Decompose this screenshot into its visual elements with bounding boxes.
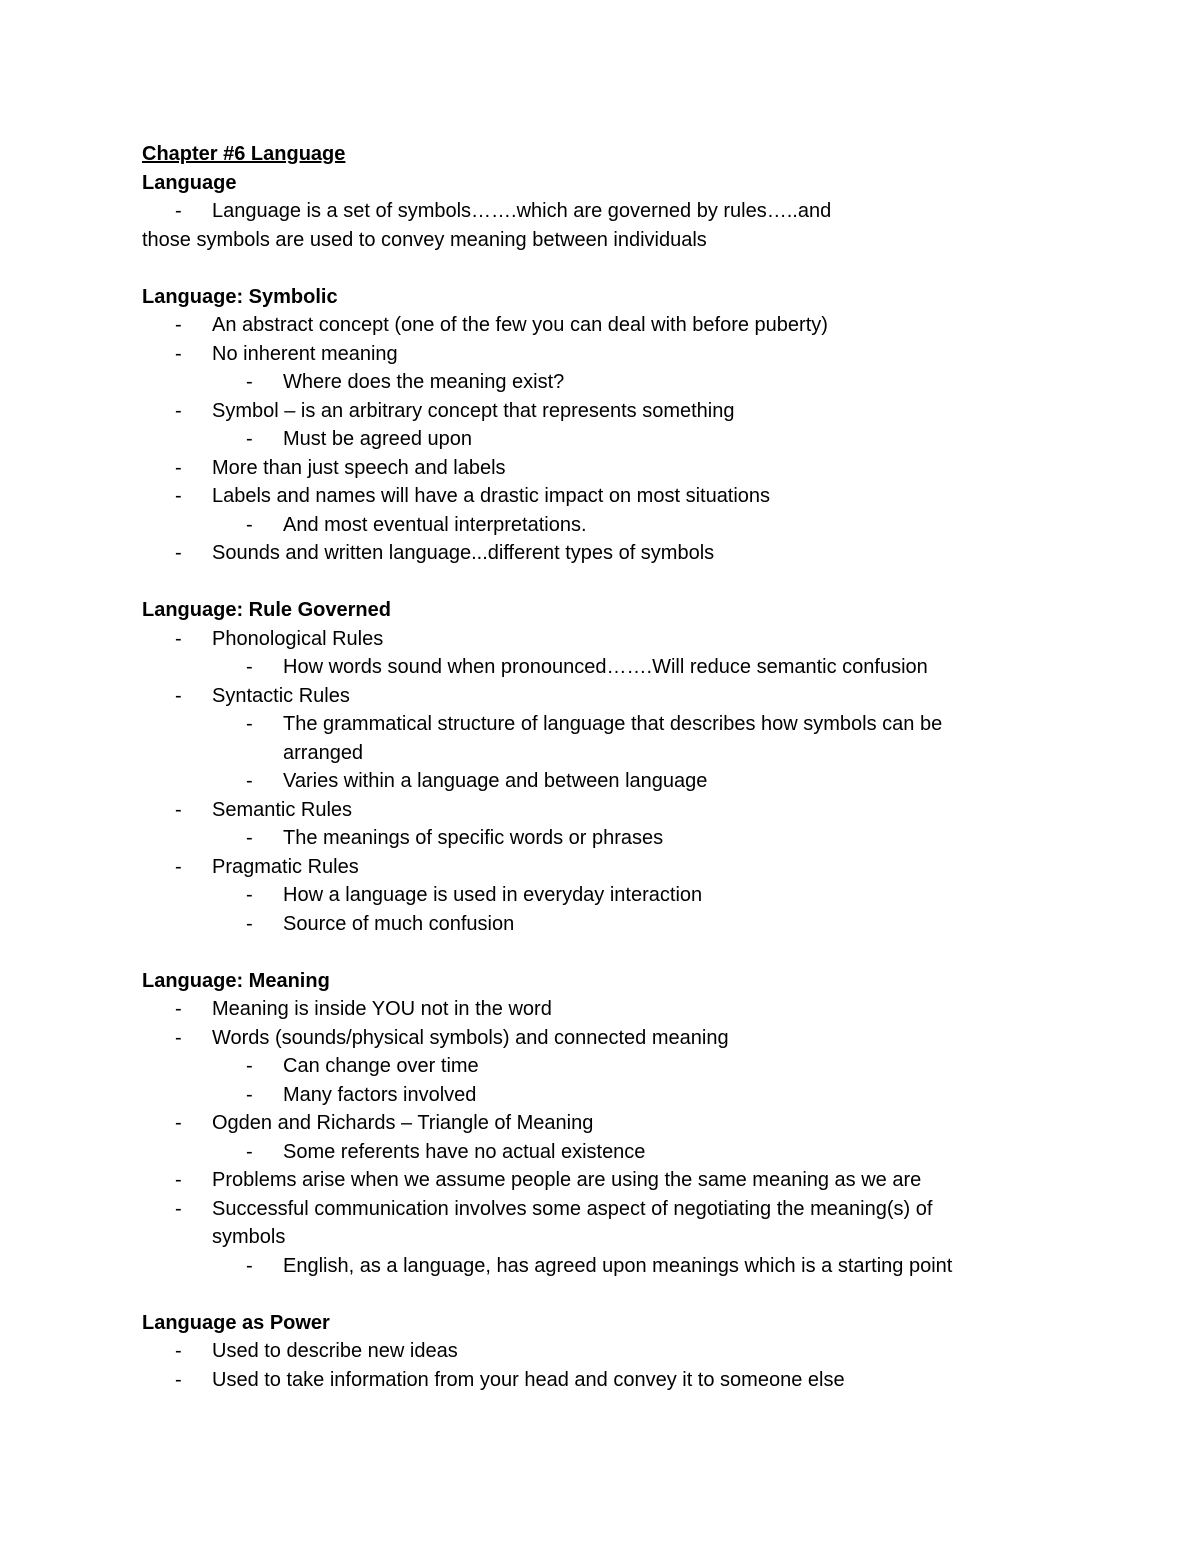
list-item-text: Pragmatic Rules bbox=[212, 855, 359, 878]
list-item-text: The grammatical structure of language that describes how symbols can be arranged bbox=[283, 713, 943, 764]
list-item-text: Successful communication involves some aspect of negotiating the meaning(s) of symbols bbox=[212, 1197, 933, 1248]
spacer bbox=[142, 568, 1042, 597]
list-item-text: Meaning is inside YOU not in the word bbox=[212, 998, 552, 1020]
sub-list-item bbox=[142, 368, 1042, 397]
list-item-text: Where does the meaning exist? bbox=[283, 371, 565, 393]
sub-list-item bbox=[142, 653, 1042, 682]
list-item-text: Sounds and written language...different types of symbols bbox=[212, 542, 715, 564]
spacer bbox=[142, 1280, 1042, 1309]
bullet-dash: - bbox=[175, 1368, 182, 1391]
sub-list-item bbox=[142, 1081, 1042, 1110]
list-item-text: Many factors involved bbox=[283, 1083, 477, 1106]
bullet-dash: - bbox=[246, 1140, 253, 1163]
bullet-dash: - bbox=[246, 428, 253, 450]
bullet-dash: - bbox=[246, 1055, 253, 1077]
bullet-dash: - bbox=[175, 1026, 182, 1049]
spacer bbox=[142, 254, 1042, 283]
bullet-dash: - bbox=[175, 314, 182, 336]
bullet-dash: - bbox=[175, 200, 182, 222]
list-item bbox=[142, 995, 1042, 1024]
sub-list-item bbox=[142, 824, 1042, 853]
list-item bbox=[142, 1024, 1042, 1053]
list-item-text: An abstract concept (one of the few you can deal with before puberty) bbox=[212, 314, 828, 336]
list-item-text: How words sound when pronounced…….Will reduce semantic confusion bbox=[283, 656, 928, 678]
list-item-text: Language is a set of symbols…….which are governed by rules…..and bbox=[212, 200, 832, 222]
list-item-text: The meanings of specific words or phrases bbox=[283, 827, 664, 849]
list-item bbox=[142, 853, 1042, 882]
bullet-dash: - bbox=[246, 513, 253, 536]
list-item bbox=[142, 1166, 1042, 1195]
list-item-text: Can change over time bbox=[283, 1055, 479, 1077]
list-item bbox=[142, 197, 1042, 226]
bullet-dash: - bbox=[246, 884, 253, 906]
list-item bbox=[142, 539, 1042, 568]
bullet-dash: - bbox=[175, 485, 182, 507]
list-item-text: Labels and names will have a drastic impact on most situations bbox=[212, 485, 771, 507]
sub-list-item bbox=[142, 710, 994, 767]
bullet-dash: - bbox=[246, 656, 253, 678]
list-item-text: How a language is used in everyday interaction bbox=[283, 884, 703, 906]
list-item-text: Varies within a language and between language bbox=[283, 770, 708, 792]
list-item-text: Source of much confusion bbox=[283, 912, 515, 935]
list-item-text: Used to describe new ideas bbox=[212, 1340, 458, 1362]
bullet-dash: - bbox=[246, 1254, 253, 1277]
list-item bbox=[142, 311, 1042, 340]
bullet-dash: - bbox=[175, 1340, 182, 1362]
bullet-dash: - bbox=[246, 713, 253, 735]
sub-list-item bbox=[142, 910, 1042, 939]
bullet-dash: - bbox=[175, 542, 182, 564]
paragraph-continuation: those symbols are used to convey meaning between individuals bbox=[142, 228, 707, 251]
list-item-text: Ogden and Richards – Triangle of Meaning bbox=[212, 1112, 594, 1134]
bullet-dash: - bbox=[175, 798, 182, 821]
bullet-dash: - bbox=[175, 1169, 182, 1191]
bullet-dash: - bbox=[175, 855, 182, 878]
list-item-text: No inherent meaning bbox=[212, 342, 398, 365]
list-item-text: Some referents have no actual existence bbox=[283, 1140, 646, 1163]
bullet-dash: - bbox=[175, 1197, 182, 1220]
sub-list-item bbox=[142, 1252, 1042, 1281]
bullet-dash: - bbox=[246, 371, 253, 393]
list-item-text: English, as a language, has agreed upon meanings which is a starting point bbox=[283, 1254, 953, 1277]
list-item bbox=[142, 682, 1042, 711]
list-item-text: Syntactic Rules bbox=[212, 684, 350, 707]
section-heading-rule-governed: Language: Rule Governed bbox=[142, 599, 391, 621]
section-heading-symbolic: Language: Symbolic bbox=[142, 285, 338, 308]
document-body bbox=[142, 140, 1042, 1394]
bullet-dash: - bbox=[175, 1112, 182, 1134]
list-item bbox=[142, 1366, 1042, 1395]
list-item-text: And most eventual interpretations. bbox=[283, 513, 587, 536]
list-item bbox=[142, 397, 1042, 426]
list-item-text: Must be agreed upon bbox=[283, 428, 473, 450]
list-item-text: Used to take information from your head and convey it to someone else bbox=[212, 1368, 845, 1391]
bullet-dash: - bbox=[175, 399, 182, 422]
bullet-dash: - bbox=[175, 998, 182, 1020]
sub-list-item bbox=[142, 1052, 1042, 1081]
document-title: Chapter #6 Language bbox=[142, 143, 346, 165]
section-heading-language: Language bbox=[142, 171, 237, 194]
list-item-text: Symbol – is an arbitrary concept that represents something bbox=[212, 399, 735, 422]
bullet-dash: - bbox=[246, 827, 253, 849]
spacer bbox=[142, 938, 1042, 967]
list-item bbox=[142, 1195, 992, 1252]
bullet-dash: - bbox=[175, 342, 182, 365]
list-item-text: Words (sounds/physical symbols) and connected meaning bbox=[212, 1026, 729, 1049]
bullet-dash: - bbox=[175, 684, 182, 707]
sub-list-item bbox=[142, 767, 1042, 796]
sub-list-item bbox=[142, 425, 1042, 454]
bullet-dash: - bbox=[246, 770, 253, 792]
list-item bbox=[142, 482, 1042, 511]
section-heading-power: Language as Power bbox=[142, 1311, 330, 1334]
bullet-dash: - bbox=[175, 627, 182, 650]
list-item bbox=[142, 454, 1042, 483]
list-item bbox=[142, 1337, 1042, 1366]
list-item bbox=[142, 1109, 1042, 1138]
sub-list-item bbox=[142, 881, 1042, 910]
list-item-text: Semantic Rules bbox=[212, 798, 353, 821]
list-item-text: Phonological Rules bbox=[212, 627, 384, 650]
list-item bbox=[142, 796, 1042, 825]
list-item-text: More than just speech and labels bbox=[212, 456, 506, 479]
list-item bbox=[142, 340, 1042, 369]
bullet-dash: - bbox=[246, 1083, 253, 1106]
list-item bbox=[142, 625, 1042, 654]
sub-list-item bbox=[142, 511, 1042, 540]
section-heading-meaning: Language: Meaning bbox=[142, 969, 330, 992]
list-item-text: Problems arise when we assume people are using the same meaning as we are bbox=[212, 1169, 922, 1191]
bullet-dash: - bbox=[175, 456, 182, 479]
bullet-dash: - bbox=[246, 912, 253, 935]
sub-list-item bbox=[142, 1138, 1042, 1167]
